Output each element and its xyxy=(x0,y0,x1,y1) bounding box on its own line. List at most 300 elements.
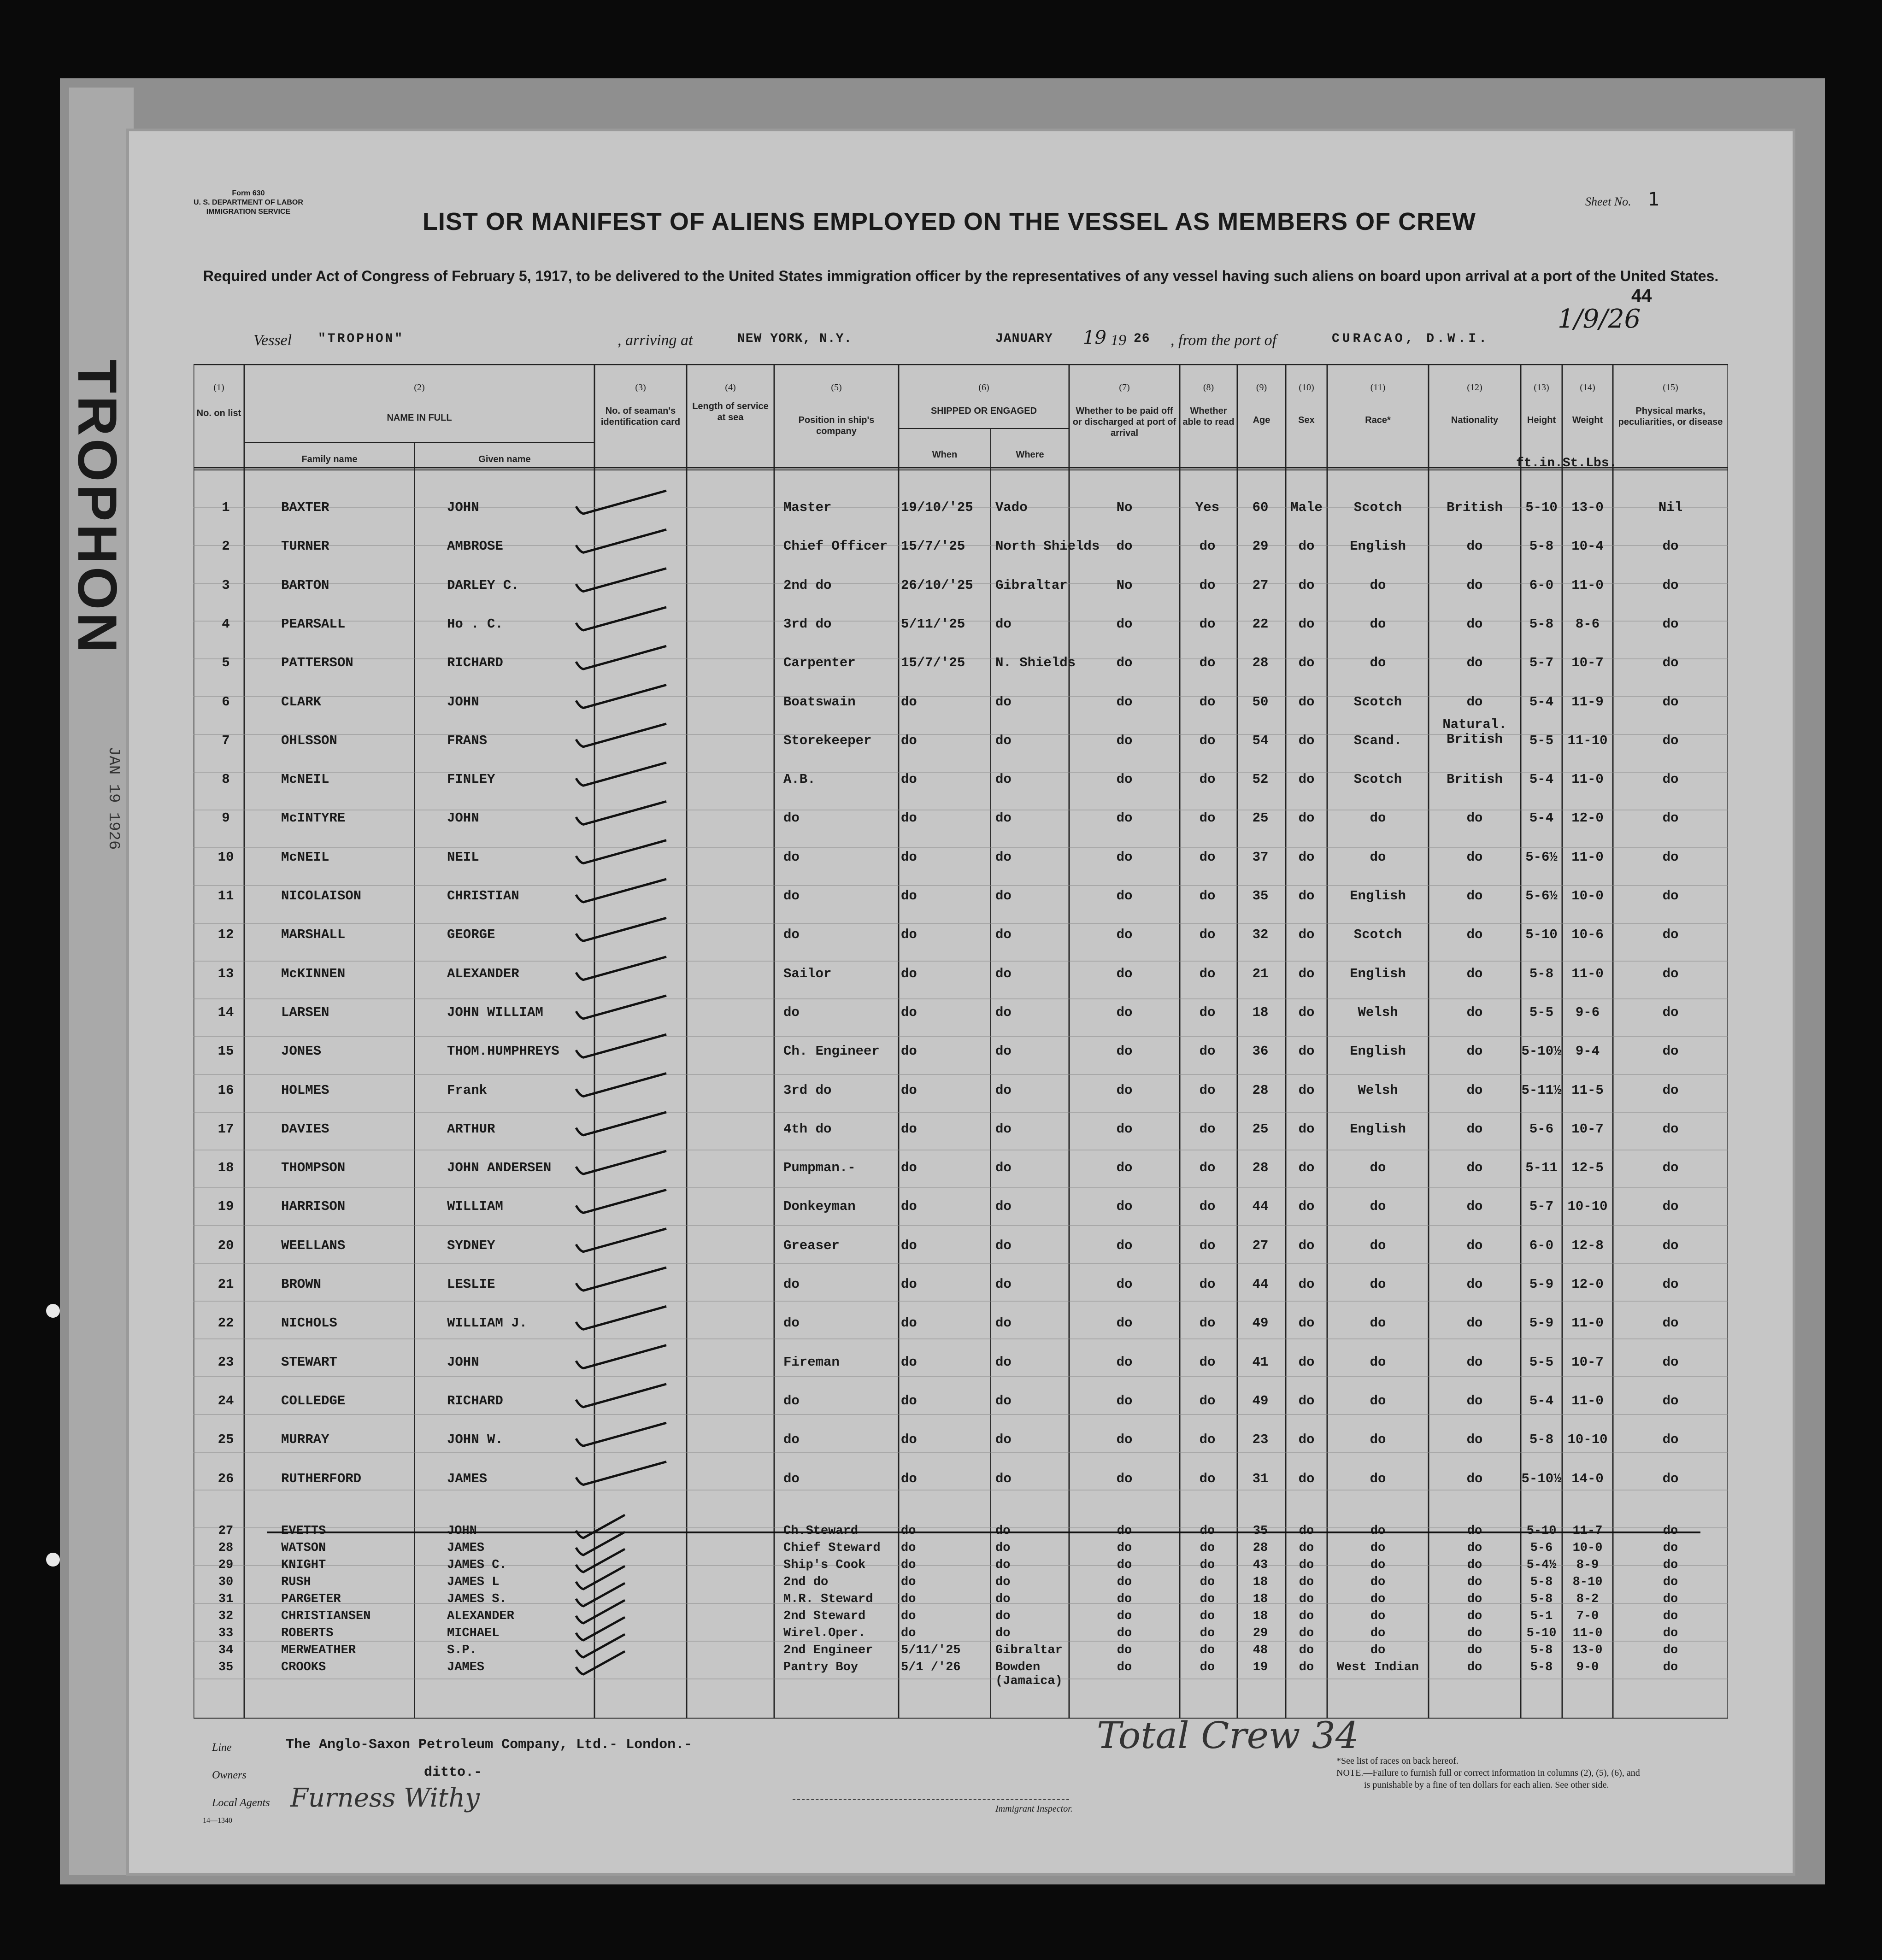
header-name-in-full: NAME IN FULL xyxy=(387,413,452,423)
nationality: do xyxy=(1466,927,1483,943)
physical-marks: do xyxy=(1663,1626,1678,1640)
age: 54 xyxy=(1252,733,1269,748)
position: do xyxy=(783,1471,800,1486)
able-to-read: do xyxy=(1199,1393,1216,1408)
shipped-where: do xyxy=(995,1609,1011,1623)
arriving-port: NEW YORK, N.Y. xyxy=(737,332,853,346)
arrival-year: 26 xyxy=(1134,332,1150,346)
position: do xyxy=(783,1432,800,1448)
position: Fireman xyxy=(783,1354,840,1370)
nationality: do xyxy=(1466,888,1483,904)
height: 5-6½ xyxy=(1525,888,1558,904)
crew-no: 25 xyxy=(218,1432,234,1448)
age: 31 xyxy=(1252,1471,1269,1486)
sex: do xyxy=(1298,810,1315,826)
nationality: do xyxy=(1467,1626,1482,1640)
nationality: do xyxy=(1466,1004,1483,1020)
age: 27 xyxy=(1252,1238,1269,1253)
shipped-when: do xyxy=(901,1432,917,1448)
family-name: ROBERTS xyxy=(281,1626,334,1640)
race: do xyxy=(1370,1238,1386,1253)
crew-no: 1 xyxy=(222,500,230,515)
paid-off: do xyxy=(1117,1524,1132,1538)
weight: 11-0 xyxy=(1571,1315,1604,1331)
given-name: Frank xyxy=(447,1082,488,1098)
col-number: (10) xyxy=(1299,382,1314,393)
spine-vessel-label: TROPHON xyxy=(66,359,128,655)
arriving-label: , arriving at xyxy=(618,332,693,349)
crew-no: 32 xyxy=(218,1609,234,1623)
able-to-read: do xyxy=(1200,1592,1215,1606)
sex: do xyxy=(1298,1082,1315,1098)
weight: 10-10 xyxy=(1567,1199,1608,1215)
family-name: DAVIES xyxy=(281,1121,329,1137)
height: 5-8 xyxy=(1530,1575,1553,1589)
race: do xyxy=(1370,1558,1386,1572)
shipped-when: do xyxy=(901,1121,917,1137)
position: Sailor xyxy=(783,966,832,981)
shipped-when: 5/11/'25 xyxy=(901,616,965,632)
age: 44 xyxy=(1252,1277,1269,1292)
able-to-read: do xyxy=(1199,1315,1216,1331)
shipped-when: do xyxy=(901,733,917,748)
crew-no: 27 xyxy=(218,1524,234,1538)
col-number: (11) xyxy=(1370,382,1386,393)
height: 5-8 xyxy=(1530,1592,1553,1606)
nationality: do xyxy=(1466,1354,1483,1370)
height: 5-9 xyxy=(1529,1315,1554,1331)
physical-marks: do xyxy=(1663,1592,1678,1606)
year-prefix: 19 xyxy=(1111,332,1126,349)
able-to-read: do xyxy=(1200,1661,1215,1674)
age: 28 xyxy=(1252,1082,1269,1098)
able-to-read: do xyxy=(1199,1238,1216,1253)
vessel-name: "TROPHON" xyxy=(318,332,405,346)
weight: 9-6 xyxy=(1575,1004,1600,1020)
weight: 10-7 xyxy=(1571,1121,1604,1137)
position: Greaser xyxy=(783,1238,840,1253)
form-department: U. S. DEPARTMENT OF LABOR xyxy=(194,199,303,206)
shipped-where: do xyxy=(995,1471,1012,1486)
race: English xyxy=(1350,888,1406,904)
nationality: do xyxy=(1466,539,1483,554)
manifest-footer xyxy=(194,1714,1728,1866)
physical-marks: do xyxy=(1662,1160,1679,1176)
physical-marks: do xyxy=(1663,1524,1678,1538)
position: do xyxy=(783,1277,800,1292)
age: 43 xyxy=(1253,1558,1268,1572)
paid-off: do xyxy=(1116,1121,1133,1137)
weight: 14-0 xyxy=(1571,1471,1604,1486)
weight: 9-4 xyxy=(1575,1044,1600,1059)
table-row xyxy=(194,539,1728,557)
paid-off: do xyxy=(1116,1238,1133,1253)
arrival-day: 19 xyxy=(1083,327,1106,348)
able-to-read: do xyxy=(1200,1541,1215,1555)
age: 48 xyxy=(1253,1643,1268,1657)
weight: 9-0 xyxy=(1576,1661,1599,1674)
sheet-label: Sheet No. xyxy=(1585,195,1631,208)
height: 5-11½ xyxy=(1521,1082,1562,1098)
table-row xyxy=(194,1083,1728,1101)
age: 25 xyxy=(1252,1121,1269,1137)
sex: do xyxy=(1298,888,1315,904)
shipped-where: do xyxy=(995,1199,1012,1215)
age: 28 xyxy=(1252,655,1269,671)
table-row xyxy=(194,694,1728,713)
shipped-where: do xyxy=(995,1393,1012,1408)
position: 3rd do xyxy=(783,616,832,632)
sex: do xyxy=(1298,1004,1315,1020)
shipped-when: do xyxy=(901,1575,916,1589)
shipped-where: Bowden (Jamaica) xyxy=(995,1661,1063,1688)
height: 5-4 xyxy=(1529,1393,1554,1408)
table-row xyxy=(194,1355,1728,1373)
age: 50 xyxy=(1252,694,1269,710)
crew-no: 3 xyxy=(222,577,230,593)
race: do xyxy=(1370,1541,1386,1555)
shipped-when: 15/7/'25 xyxy=(901,655,965,671)
table-row xyxy=(194,1609,1728,1628)
age: 27 xyxy=(1252,577,1269,593)
table-row xyxy=(194,1277,1728,1295)
weight: 11-0 xyxy=(1571,966,1604,981)
crew-no: 8 xyxy=(222,772,230,787)
sex: do xyxy=(1298,1160,1315,1176)
race: do xyxy=(1370,655,1386,671)
paid-off: do xyxy=(1116,1199,1133,1215)
race: do xyxy=(1370,1609,1386,1623)
height: 5-10 xyxy=(1525,927,1558,943)
shipped-where: do xyxy=(995,1121,1012,1137)
family-name: HOLMES xyxy=(281,1082,329,1098)
local-agents-signature: Furness Withy xyxy=(290,1783,480,1813)
nationality: do xyxy=(1466,1393,1483,1408)
position: do xyxy=(783,1315,800,1331)
col-number: (1) xyxy=(213,382,224,393)
family-name: EVETTS xyxy=(281,1524,326,1538)
height: 5-4 xyxy=(1529,810,1554,826)
given-name: JAMES L xyxy=(447,1575,500,1589)
position: do xyxy=(783,927,800,943)
position: do xyxy=(783,1393,800,1408)
shipped-when: do xyxy=(901,966,917,981)
col-number: (2) xyxy=(414,382,425,393)
family-name: COLLEDGE xyxy=(281,1393,346,1408)
shipped-when: 15/7/'25 xyxy=(901,539,965,554)
family-name: NICOLAISON xyxy=(281,888,362,904)
shipped-where: do xyxy=(995,772,1012,787)
physical-marks: Nil xyxy=(1658,500,1683,515)
able-to-read: do xyxy=(1199,694,1216,710)
crew-no: 6 xyxy=(222,694,230,710)
able-to-read: do xyxy=(1199,1004,1216,1020)
nationality: do xyxy=(1466,1160,1483,1176)
shipped-when: do xyxy=(901,1626,916,1640)
owners-label: Owners xyxy=(212,1769,247,1781)
crew-no: 12 xyxy=(218,927,234,943)
able-to-read: do xyxy=(1199,888,1216,904)
able-to-read: do xyxy=(1199,733,1216,748)
shipped-when: do xyxy=(901,694,917,710)
race: do xyxy=(1370,1432,1386,1448)
able-to-read: do xyxy=(1200,1609,1215,1623)
nationality: do xyxy=(1466,1121,1483,1137)
shipped-when: do xyxy=(901,1558,916,1572)
shipped-where: N. Shields xyxy=(995,655,1076,671)
shipped-when: 5/11/'25 xyxy=(901,1643,961,1657)
weight: 13-0 xyxy=(1572,1643,1603,1657)
family-name: STEWART xyxy=(281,1354,337,1370)
able-to-read: do xyxy=(1199,1471,1216,1486)
table-row xyxy=(194,616,1728,635)
paid-off: do xyxy=(1116,539,1133,554)
height: 5-6½ xyxy=(1525,849,1558,865)
able-to-read: do xyxy=(1199,577,1216,593)
paid-off: do xyxy=(1116,1393,1133,1408)
nationality: do xyxy=(1466,1082,1483,1098)
nationality: do xyxy=(1466,1238,1483,1253)
family-name: MURRAY xyxy=(281,1432,329,1448)
crew-no: 19 xyxy=(218,1199,234,1215)
inspector-signature-line xyxy=(793,1799,1069,1800)
family-name: WEELLANS xyxy=(281,1238,346,1253)
sex: do xyxy=(1298,1471,1315,1486)
given-name: ALEXANDER xyxy=(447,1609,514,1623)
position: Chief Steward xyxy=(783,1541,881,1555)
shipped-when: do xyxy=(901,1277,917,1292)
crew-no: 33 xyxy=(218,1626,234,1640)
family-name: McNEIL xyxy=(281,772,329,787)
race: English xyxy=(1350,1121,1406,1137)
race: Scotch xyxy=(1353,694,1402,710)
crew-no: 18 xyxy=(218,1160,234,1176)
weight: 11-0 xyxy=(1571,772,1604,787)
physical-marks: do xyxy=(1662,966,1679,981)
sex: do xyxy=(1298,1393,1315,1408)
physical-marks: do xyxy=(1662,1315,1679,1331)
weight: 8-10 xyxy=(1572,1575,1603,1589)
sheet-value: 1 xyxy=(1648,189,1660,210)
given-name: JOHN xyxy=(447,1524,477,1538)
sex: do xyxy=(1298,927,1315,943)
sex: do xyxy=(1298,1354,1315,1370)
position: Pantry Boy xyxy=(783,1661,859,1674)
crew-no: 22 xyxy=(218,1315,234,1331)
nationality: do xyxy=(1466,1199,1483,1215)
age: 18 xyxy=(1253,1575,1268,1589)
family-name: RUSH xyxy=(281,1575,311,1589)
table-row xyxy=(194,655,1728,674)
able-to-read: do xyxy=(1199,1199,1216,1215)
table-row xyxy=(194,1592,1728,1611)
height: 5-5 xyxy=(1529,1354,1554,1370)
height-weight-units: ft.in.St.Lbs. xyxy=(1516,456,1617,470)
age: 35 xyxy=(1252,888,1269,904)
given-name: RICHARD xyxy=(447,655,503,671)
position: Donkeyman xyxy=(783,1199,856,1215)
given-name: JOHN xyxy=(447,1354,479,1370)
col-number: (14) xyxy=(1580,382,1595,393)
shipped-when: do xyxy=(901,1524,916,1538)
page-title: LIST OR MANIFEST OF ALIENS EMPLOYED ON THE VESSEL AS MEMBERS OF CREW xyxy=(422,208,1476,235)
shipped-where: do xyxy=(995,1626,1011,1640)
table-row xyxy=(194,888,1728,907)
shipped-where: do xyxy=(995,733,1012,748)
table-row xyxy=(194,1643,1728,1662)
paid-off: do xyxy=(1117,1626,1132,1640)
position: 4th do xyxy=(783,1121,832,1137)
table-row xyxy=(194,1524,1728,1543)
height: 5-11 xyxy=(1525,1160,1558,1176)
crew-no: 16 xyxy=(218,1082,234,1098)
crew-no: 14 xyxy=(218,1004,234,1020)
height: 6-0 xyxy=(1529,1238,1554,1253)
family-name: CROOKS xyxy=(281,1661,326,1674)
crew-no: 26 xyxy=(218,1471,234,1486)
race: do xyxy=(1370,810,1386,826)
weight: 10-7 xyxy=(1571,655,1604,671)
race: do xyxy=(1370,849,1386,865)
line-value: The Anglo-Saxon Petroleum Company, Ltd.- London.- xyxy=(286,1737,693,1753)
paid-off: do xyxy=(1116,1315,1133,1331)
able-to-read: do xyxy=(1199,849,1216,865)
weight: 7-0 xyxy=(1576,1609,1599,1623)
able-to-read: Yes xyxy=(1195,500,1220,515)
height: 5-10 xyxy=(1526,1524,1557,1538)
paid-off: do xyxy=(1117,1643,1132,1657)
given-name: JAMES xyxy=(447,1661,485,1674)
weight: 11-10 xyxy=(1567,733,1608,748)
weight: 11-0 xyxy=(1571,577,1604,593)
age: 21 xyxy=(1252,966,1269,981)
header-nationality: Nationality xyxy=(1451,415,1499,425)
crew-no: 4 xyxy=(222,616,230,632)
family-name: OHLSSON xyxy=(281,733,337,748)
given-name: Ho . C. xyxy=(447,616,503,632)
physical-marks: do xyxy=(1662,849,1679,865)
family-name: BARTON xyxy=(281,577,329,593)
age: 49 xyxy=(1252,1393,1269,1408)
table-row xyxy=(194,1558,1728,1577)
crew-no: 13 xyxy=(218,966,234,981)
shipped-where: Gibraltar xyxy=(995,1643,1063,1657)
sex: Male xyxy=(1290,500,1323,515)
position: do xyxy=(783,849,800,865)
shipped-when: do xyxy=(901,1315,917,1331)
nationality: do xyxy=(1466,1432,1483,1448)
sex: do xyxy=(1299,1661,1314,1674)
nationality: do xyxy=(1466,810,1483,826)
paid-off: do xyxy=(1116,1277,1133,1292)
paid-off: do xyxy=(1117,1558,1132,1572)
family-name: JONES xyxy=(281,1044,322,1059)
height: 5-10½ xyxy=(1521,1471,1562,1486)
shipped-when: do xyxy=(901,927,917,943)
age: 49 xyxy=(1252,1315,1269,1331)
sex: do xyxy=(1298,966,1315,981)
weight: 10-10 xyxy=(1567,1432,1608,1448)
footnote-races: *See list of races on back hereof. xyxy=(1336,1756,1459,1766)
nationality: British xyxy=(1447,500,1503,515)
nationality: do xyxy=(1467,1661,1482,1674)
physical-marks: do xyxy=(1663,1643,1678,1657)
weight: 10-7 xyxy=(1571,1354,1604,1370)
paid-off: do xyxy=(1116,772,1133,787)
page-number: 44 xyxy=(1631,286,1652,306)
age: 28 xyxy=(1252,1160,1269,1176)
given-name: RICHARD xyxy=(447,1393,503,1408)
family-name: PEARSALL xyxy=(281,616,346,632)
crew-no: 2 xyxy=(222,539,230,554)
given-name: FRANS xyxy=(447,733,488,748)
given-name: DARLEY C. xyxy=(447,577,519,593)
age: 22 xyxy=(1252,616,1269,632)
header-age: Age xyxy=(1253,415,1270,425)
position: Pumpman.- xyxy=(783,1160,856,1176)
able-to-read: do xyxy=(1200,1524,1215,1538)
age: 32 xyxy=(1252,927,1269,943)
weight: 12-8 xyxy=(1571,1238,1604,1253)
shipped-when: do xyxy=(901,1160,917,1176)
punch-hole xyxy=(46,1304,60,1318)
nationality: do xyxy=(1467,1575,1482,1589)
position: Ch.Steward xyxy=(783,1524,859,1538)
owners-value: ditto.- xyxy=(424,1765,482,1780)
line-label: Line xyxy=(212,1742,232,1754)
given-name: JOHN ANDERSEN xyxy=(447,1160,552,1176)
received-stamp: JAN 19 1926 xyxy=(105,746,122,850)
position: Chief Officer xyxy=(783,539,888,554)
weight: 12-0 xyxy=(1571,1277,1604,1292)
crew-no: 7 xyxy=(222,733,230,748)
able-to-read: do xyxy=(1199,539,1216,554)
from-port-label: , from the port of xyxy=(1170,332,1277,349)
col-number: (4) xyxy=(725,382,736,393)
race: do xyxy=(1370,616,1386,632)
shipped-where: do xyxy=(995,1592,1011,1606)
weight: 11-0 xyxy=(1571,849,1604,865)
crew-no: 35 xyxy=(218,1661,234,1674)
col-number: (8) xyxy=(1203,382,1214,393)
table-row xyxy=(194,1005,1728,1023)
shipped-when: do xyxy=(901,1238,917,1253)
age: 28 xyxy=(1253,1541,1268,1555)
family-name: NICHOLS xyxy=(281,1315,337,1331)
sex: do xyxy=(1299,1609,1314,1623)
crew-no: 10 xyxy=(218,849,234,865)
family-name: RUTHERFORD xyxy=(281,1471,362,1486)
header-no-on-list: No. on list xyxy=(196,408,241,418)
nationality: do xyxy=(1466,1044,1483,1059)
physical-marks: do xyxy=(1662,1121,1679,1137)
sex: do xyxy=(1299,1643,1314,1657)
race: English xyxy=(1350,1044,1406,1059)
inspector-label: Immigrant Inspector. xyxy=(995,1804,1073,1814)
sex: do xyxy=(1298,539,1315,554)
weight: 10-0 xyxy=(1572,1541,1603,1555)
table-row xyxy=(194,850,1728,868)
local-agents-label: Local Agents xyxy=(212,1797,270,1809)
physical-marks: do xyxy=(1662,810,1679,826)
shipped-where: do xyxy=(995,888,1012,904)
shipped-when: do xyxy=(901,1354,917,1370)
sex: do xyxy=(1299,1524,1314,1538)
race: do xyxy=(1370,1160,1386,1176)
paid-off: do xyxy=(1116,1160,1133,1176)
paid-off: do xyxy=(1117,1609,1132,1623)
table-row xyxy=(194,1160,1728,1179)
